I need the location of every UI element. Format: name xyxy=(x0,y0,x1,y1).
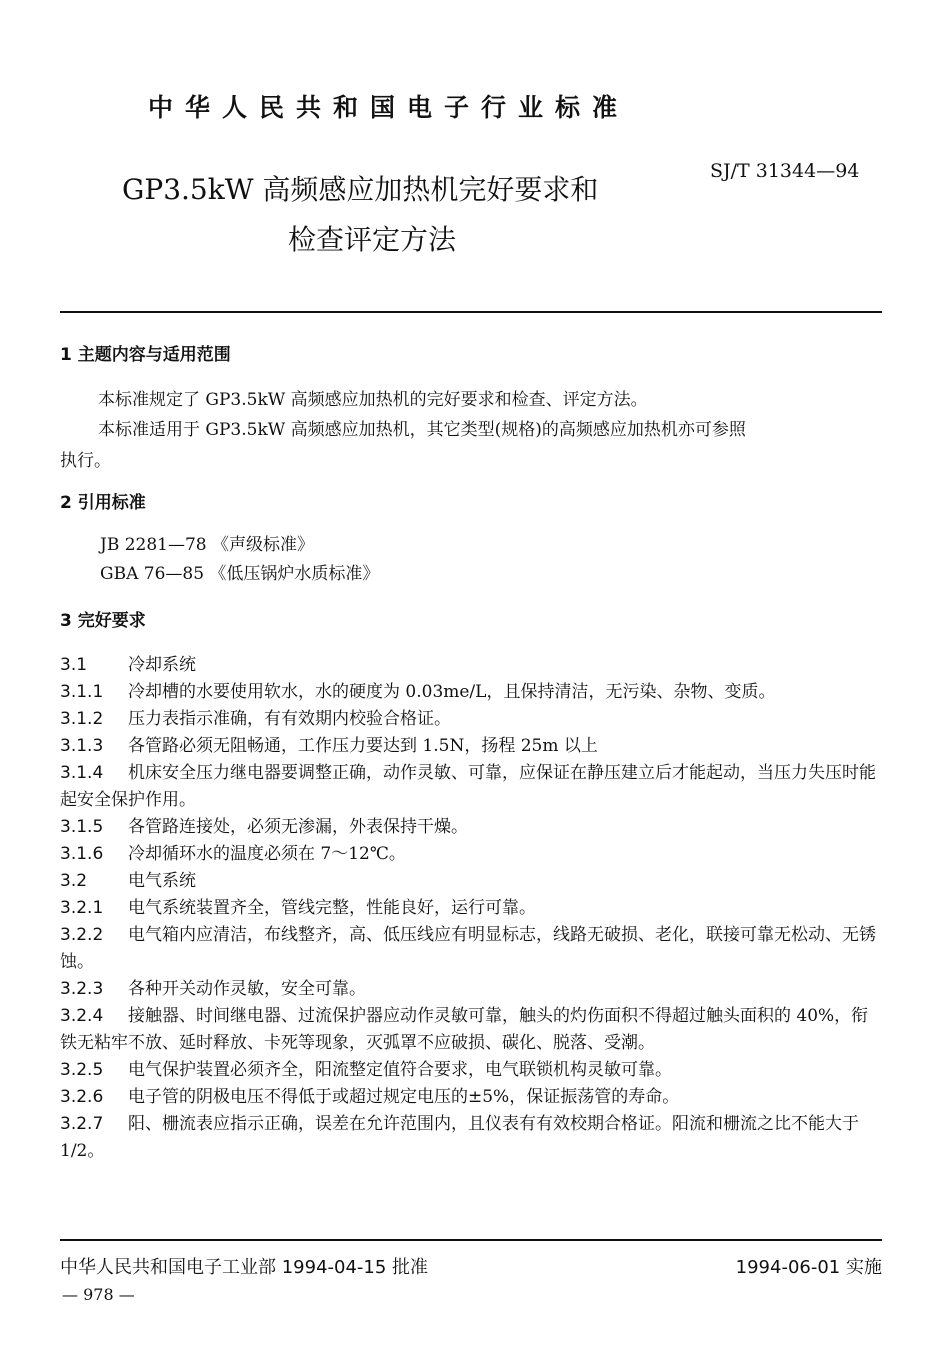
clause xyxy=(60,760,882,814)
clause xyxy=(60,841,882,868)
clause-text: 电气系统 xyxy=(128,871,196,891)
clause xyxy=(60,1084,882,1111)
reference-standard-1: JB 2281—78 《声级标准》 xyxy=(100,535,315,555)
section-1-paragraph-2-line-1: 本标准适用于 GP3.5kW 高频感应加热机，其它类型(规格)的高频感应加热机亦可参照 xyxy=(98,420,746,440)
clause xyxy=(60,1111,882,1165)
clause-text: 接触器、时间继电器、过流保护器应动作灵敏可靠，触头的灼伤面积不得超过触头面积的 40%，衔铁无粘牢不放、延时释放、卡死等现象，灭弧罩不应破损、碳化、脱落、受潮。 xyxy=(60,1006,869,1053)
document-title-line-1: GP3.5kW 高频感应加热机完好要求和 xyxy=(122,173,599,206)
clause-number: 3.1.3 xyxy=(60,736,104,756)
clause-number: 3.1.4 xyxy=(60,763,104,783)
clause-number: 3.2.1 xyxy=(60,898,104,918)
implementation-date: 1994-06-01 实施 xyxy=(735,1257,882,1278)
clause-text: 电气系统装置齐全，管线完整，性能良好，运行可靠。 xyxy=(128,898,536,918)
clause-number: 3.2.7 xyxy=(60,1114,104,1134)
clause xyxy=(60,814,882,841)
issuing-authority-title: 中华人民共和国电子行业标准 xyxy=(148,93,630,122)
clause-number: 3.1.2 xyxy=(60,709,104,729)
clause-text: 冷却系统 xyxy=(128,655,196,675)
clause-text: 冷却循环水的温度必须在 7～12℃。 xyxy=(128,844,406,864)
clause xyxy=(60,1057,882,1084)
clause-text: 各管路必须无阻畅通，工作压力要达到 1.5N，扬程 25m 以上 xyxy=(128,736,598,756)
clause xyxy=(60,976,882,1003)
clause-number: 3.2.6 xyxy=(60,1087,104,1107)
section-1-heading: 1 主题内容与适用范围 xyxy=(60,345,231,365)
requirements-list xyxy=(60,652,882,1165)
header-divider xyxy=(60,311,882,313)
clause-text: 冷却槽的水要使用软水，水的硬度为 0.03me/L，且保持清洁，无污染、杂物、变质。 xyxy=(128,682,776,702)
document-title-line-2: 检查评定方法 xyxy=(288,223,457,256)
footer-divider xyxy=(60,1239,882,1241)
clause-text: 各种开关动作灵敏，安全可靠。 xyxy=(128,979,366,999)
section-3-heading: 3 完好要求 xyxy=(60,611,146,631)
clause xyxy=(60,652,882,679)
reference-standard-2: GBA 76—85 《低压锅炉水质标准》 xyxy=(100,564,380,584)
clause-text: 电气保护装置必须齐全，阳流整定值符合要求，电气联锁机构灵敏可靠。 xyxy=(128,1060,672,1080)
section-1-paragraph-1: 本标准规定了 GP3.5kW 高频感应加热机的完好要求和检查、评定方法。 xyxy=(98,390,648,410)
clause-number: 3.2.2 xyxy=(60,925,104,945)
clause-text: 阳、栅流表应指示正确，误差在允许范围内，且仪表有有效校期合格证。阳流和栅流之比不能大于 1/2。 xyxy=(60,1114,859,1161)
clause xyxy=(60,922,882,976)
section-2-heading: 2 引用标准 xyxy=(60,493,146,513)
clause-number: 3.1.6 xyxy=(60,844,104,864)
clause xyxy=(60,733,882,760)
clause xyxy=(60,679,882,706)
clause xyxy=(60,706,882,733)
clause-number: 3.2 xyxy=(60,871,88,891)
clause-text: 压力表指示准确，有有效期内校验合格证。 xyxy=(128,709,451,729)
standard-code: SJ/T 31344—94 xyxy=(710,160,860,182)
clause-text: 机床安全压力继电器要调整正确，动作灵敏、可靠，应保证在静压建立后才能起动，当压力失压时能起安全保护作用。 xyxy=(60,763,876,810)
page-number: — 978 — xyxy=(62,1285,135,1304)
section-1-paragraph-2-line-2: 执行。 xyxy=(60,451,111,471)
clause-number: 3.1.5 xyxy=(60,817,104,837)
clause-text: 电子管的阴极电压不得低于或超过规定电压的±5%，保证振荡管的寿命。 xyxy=(128,1087,680,1107)
clause xyxy=(60,895,882,922)
clause xyxy=(60,868,882,895)
clause xyxy=(60,1003,882,1057)
clause-number: 3.1 xyxy=(60,655,88,675)
clause-number: 3.2.5 xyxy=(60,1060,104,1080)
clause-number: 3.2.3 xyxy=(60,979,104,999)
approval-line: 中华人民共和国电子工业部 1994-04-15 批准 xyxy=(60,1257,429,1278)
clause-text: 各管路连接处，必须无渗漏，外表保持干燥。 xyxy=(128,817,468,837)
clause-number: 3.2.4 xyxy=(60,1006,104,1026)
clause-number: 3.1.1 xyxy=(60,682,104,702)
clause-text: 电气箱内应清洁，布线整齐，高、低压线应有明显标志，线路无破损、老化，联接可靠无松动、无锈蚀。 xyxy=(60,925,876,972)
